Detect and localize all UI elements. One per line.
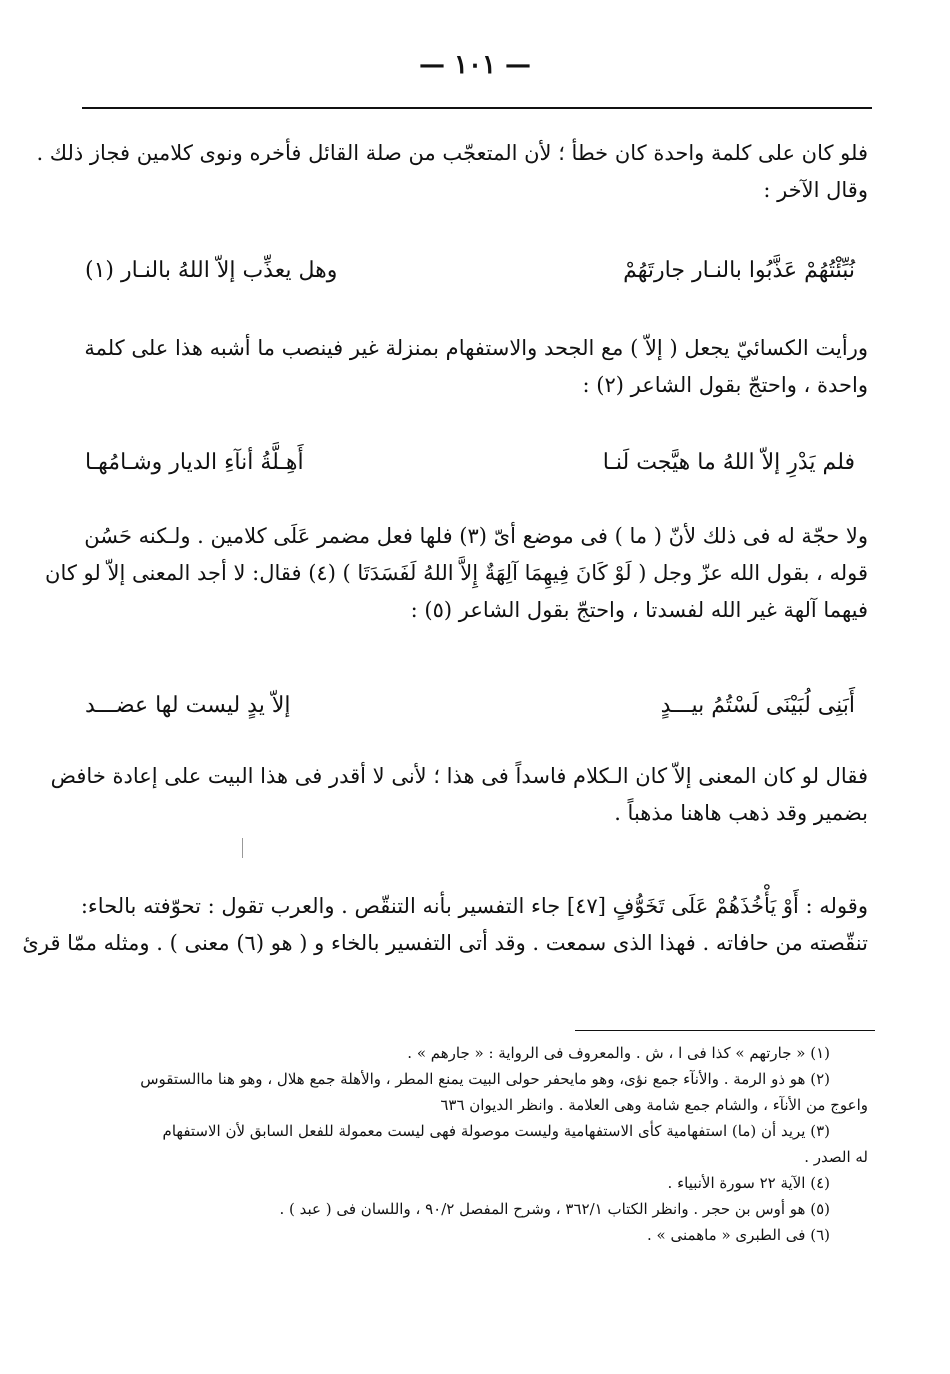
footnote-3: (٣) يريد أن (ما) استفهامية كأى الاستفهامية وليست موصولة فهى ليست معمولة للفعل السابق لأن الاستفهام <box>162 1122 830 1140</box>
verse-1-first-hemistich: نُبِّئْتُهُمْ عَذَّبُوا بالنـار جارتَهُمْ <box>623 258 855 283</box>
text-line: وقوله : أَوْ يَأْخُذَهُمْ عَلَى تَخَوُّفٍ [٤٧] جاء التفسير بأنه التنقّص . والعرب تقول : تحوّفته بالحاء: <box>80 894 868 918</box>
footnote-rule <box>575 1030 875 1031</box>
verse-3-second-hemistich: إلاّ يدٍ ليست لها عضـــد <box>85 693 291 718</box>
footnote-1: (١) « جارتهم » كذا فى ا ، ش . والمعروف فى الرواية : « جارهم » . <box>407 1044 830 1062</box>
text-line: قوله ، بقول الله عزّ وجل ( لَوْ كَانَ فِيهِمَا آلِهَةٌ إِلاَّ اللهُ لَفَسَدَتَا ) (٤) فقال: لا أجد المعنى إلاّ لو كان <box>45 561 868 585</box>
text-line: فقال لو كان المعنى إلاّ كان الـكلام فاسداً فى هذا ؛ لأنى لا أقدر فى هذا البيت على إعادة خافض <box>50 764 868 788</box>
paragraph-3 <box>45 518 868 629</box>
text-line: ولا حجّة له فى ذلك لأنّ ( ما ) فى موضع أىّ (٣) فلها فعل مضمر عَلَى كلامين . ولـكنه حَسُن <box>84 524 868 548</box>
footnote-2-continued: واعوج من الأنآء ، والشام جمع شامة وهى العلامة . وانظر الديوان ٦٣٦ <box>440 1096 868 1114</box>
footnotes <box>78 1040 868 1248</box>
paragraph-2 <box>78 330 868 404</box>
verse-2-first-hemistich: فلم يَدْرِ إلاّ اللهُ ما هيَّجت لَنـا <box>602 450 855 475</box>
footnote-5: (٥) هو أوس بن حجر . وانظر الكتاب ٣٦٢/١ ، وشرح المفصل ٩٠/٢ ، واللسان فى ( عبد ) . <box>279 1200 830 1218</box>
verse-3-first-hemistich: أَبَنِى لُبَيْنَى لَسْتُمُ بيـــدٍ <box>660 693 855 718</box>
text-line: فلو كان على كلمة واحدة كان خطأ ؛ لأن المتعجّب من صلة القائل فأخره ونوى كلامين فجاز ذلك . <box>36 141 868 165</box>
text-line: ورأيت الكسائيّ يجعل ( إلاّ ) مع الجحد والاستفهام بمنزلة غير فينصب ما أشبه هذا على كلمة <box>84 336 868 360</box>
text-line: بضمير وقد ذهب هاهنا مذهباً . <box>614 801 868 825</box>
footnote-3-continued: له الصدر . <box>804 1148 868 1166</box>
page-number: — ١٠١ — <box>418 50 532 80</box>
text-line: فيهما آلهة غير الله لفسدتا ، واحتجّ بقول الشاعر (٥) : <box>410 598 868 622</box>
footnote-6: (٦) فى الطبرى « ماهمنى » . <box>647 1226 830 1244</box>
paragraph-4 <box>50 758 868 832</box>
header-rule <box>82 107 872 109</box>
scan-mark <box>242 838 243 858</box>
verse-3 <box>85 693 855 718</box>
paragraph-1 <box>36 135 868 209</box>
text-line: وقال الآخر : <box>763 178 868 202</box>
verse-2-second-hemistich: أَهِـلَّةُ أنآءِ الديار وشـامُهـا <box>85 450 304 475</box>
text-line: تنقّصته من حافاته . فهذا الذى سمعت . وقد أتى التفسير بالخاء و ( هو (٦) معنى ) . ومثله ممّا قرئ <box>22 931 868 955</box>
footnote-2: (٢) هو ذو الرمة . والأنآء جمع نؤى، وهو مايحفر حولى البيت يمنع المطر ، والأهلة جمع هلال ، وهو هنا ماالستقوس <box>140 1070 830 1088</box>
verse-1 <box>85 258 855 283</box>
verse-2 <box>85 450 855 475</box>
text-line: واحدة ، واحتجّ بقول الشاعر (٢) : <box>582 373 868 397</box>
paragraph-5 <box>22 888 868 962</box>
verse-1-second-hemistich: وهل يعذِّب إلاّ اللهُ بالنـار (١) <box>85 258 338 283</box>
footnote-4: (٤) الآية ٢٢ سورة الأنبياء . <box>667 1174 830 1192</box>
